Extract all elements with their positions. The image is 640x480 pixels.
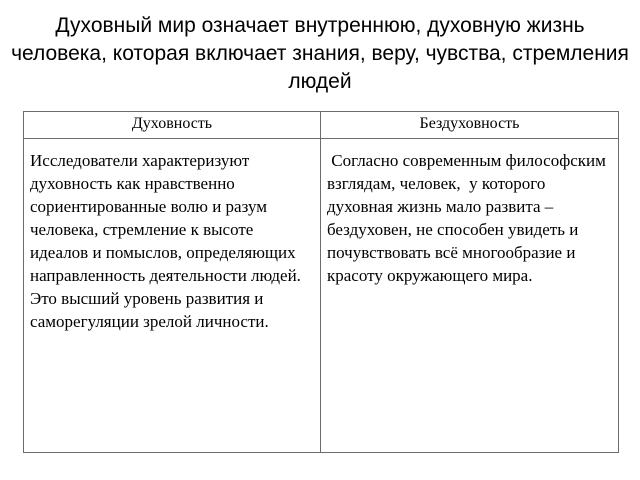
header-spirituality: Духовность xyxy=(24,112,321,139)
comparison-table xyxy=(23,111,619,453)
header-lack-of-spirituality: Бездуховность xyxy=(321,112,619,139)
spirituality-definition: Исследователи характеризуют духовность как нравственно сориентированные волю и разум человека, стремление к высоте идеалов и помыслов, определяющих направленность деятельности людей. xyxy=(30,151,301,285)
table-row xyxy=(24,139,619,453)
cell-lack-of-spirituality xyxy=(321,139,619,453)
spirituality-level: Это высший уровень развития и саморегуляции зрелой личности. xyxy=(30,289,269,331)
slide-title: Духовный мир означает внутреннюю, духовную жизнь человека, которая включает знания, веру, чувства, стремления людей xyxy=(11,14,629,93)
table-header-row xyxy=(24,112,619,139)
lack-of-spirituality-definition: Согласно современным философским взглядам, человек, у которого духовная жизнь мало развита – бездуховен, не способен увидеть и почувствовать всё многообразие и красоту окружающего мира. xyxy=(327,151,611,285)
cell-spirituality xyxy=(24,139,321,453)
